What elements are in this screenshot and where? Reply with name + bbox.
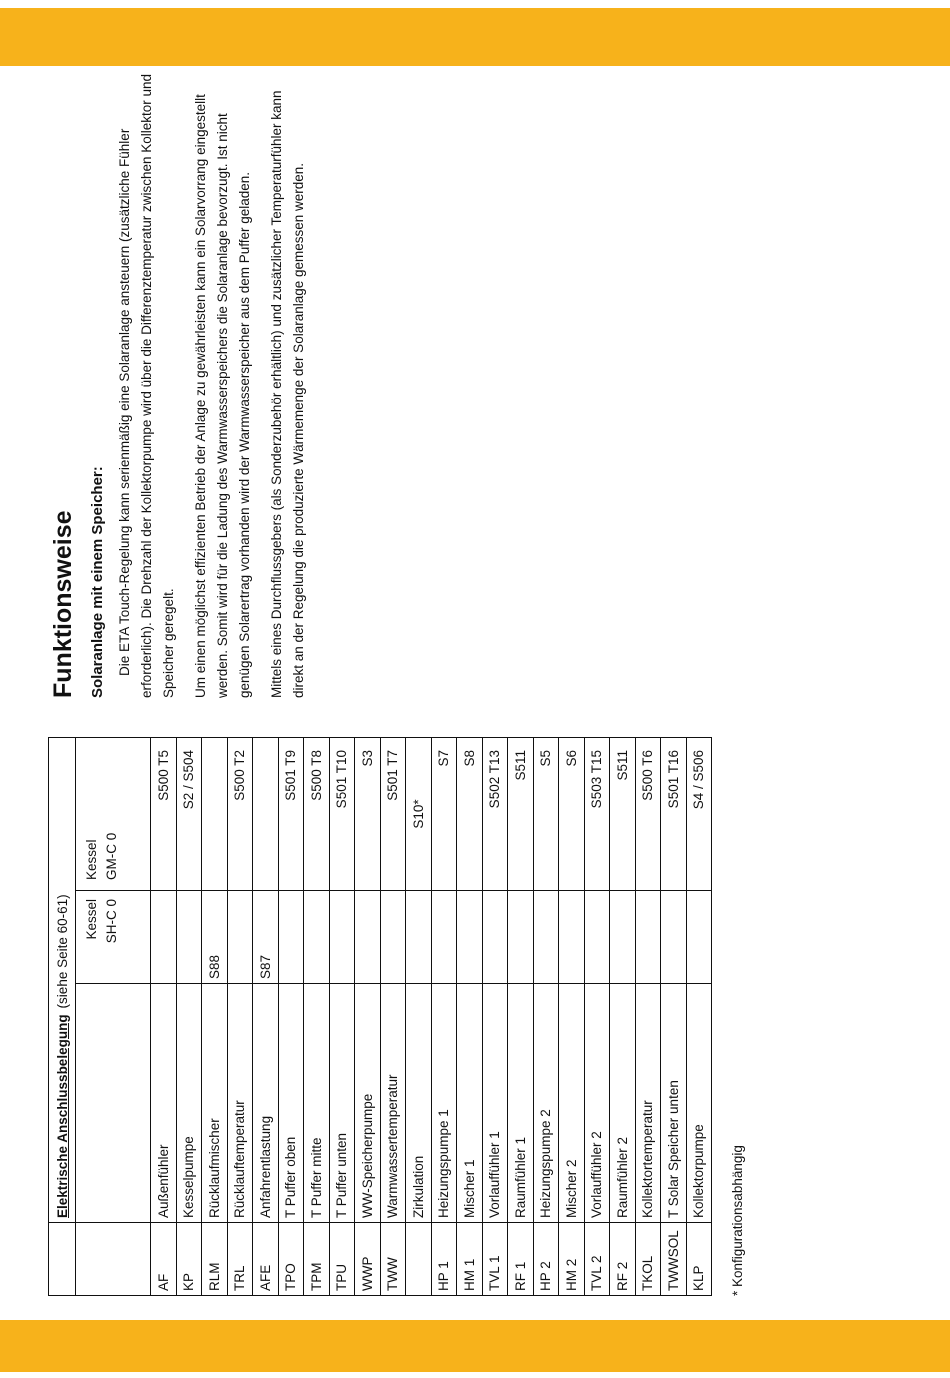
- cell-kessel-gm: S6: [559, 738, 585, 891]
- cell-name: Anfahrentlastung: [253, 984, 279, 1223]
- cell-abbr: TKOL: [635, 1223, 661, 1296]
- cell-name: Rücklauftemperatur: [227, 984, 253, 1223]
- cell-abbr: HM 1: [457, 1223, 483, 1296]
- cell-kessel-sh: [176, 891, 202, 984]
- cell-name: Kollektorpumpe: [686, 984, 712, 1223]
- cell-kessel-gm: S5: [533, 738, 559, 891]
- cell-kessel-gm: S501 T7: [380, 738, 406, 891]
- table-row: [686, 738, 712, 1296]
- cell-kessel-gm: S511: [508, 738, 534, 891]
- cell-name: Außenfühler: [151, 984, 177, 1223]
- section-title: Funktionsweise: [49, 510, 77, 698]
- header-kessel-sh: [76, 891, 151, 984]
- table-row: [304, 738, 330, 1296]
- cell-kessel-sh: [278, 891, 304, 984]
- table-row: [508, 738, 534, 1296]
- cell-name: Zirkulation: [406, 984, 432, 1223]
- table-row: [661, 738, 687, 1296]
- paragraph-1: Die ETA Touch-Regelung kann serienmäßig eine Solaranlage ansteuern (zusätzliche Fühler erforderlich). Die Drehzahl der Kollektorpumpe wird über die Differenztemperatur zwischen Kollektor und Speicher geregelt.: [117, 73, 176, 698]
- cell-abbr: TPO: [278, 1223, 304, 1296]
- cell-kessel-gm: S502 T13: [482, 738, 508, 891]
- table-title-cell: [49, 738, 76, 1223]
- cell-kessel-gm: S3: [355, 738, 381, 891]
- cell-kessel-gm: [202, 738, 228, 891]
- cell-abbr: TVL 1: [482, 1223, 508, 1296]
- cell-abbr: [406, 1223, 432, 1296]
- cell-abbr: TRL: [227, 1223, 253, 1296]
- table-row: [431, 738, 457, 1296]
- cell-kessel-gm: S503 T15: [584, 738, 610, 891]
- cell-kessel-sh: [508, 891, 534, 984]
- cell-kessel-sh: [304, 891, 330, 984]
- cell-name: T Puffer mitte: [304, 984, 330, 1223]
- cell-name: T Puffer oben: [278, 984, 304, 1223]
- footnote: * Konfigurationsabhängig: [730, 1145, 745, 1296]
- cell-name: Raumfühler 2: [610, 984, 636, 1223]
- cell-kessel-gm: S501 T10: [329, 738, 355, 891]
- cell-kessel-sh: [329, 891, 355, 984]
- cell-name: T Solar Speicher unten: [661, 984, 687, 1223]
- table-row: [176, 738, 202, 1296]
- table-row: [227, 738, 253, 1296]
- cell-kessel-sh: [227, 891, 253, 984]
- cell-kessel-sh: [431, 891, 457, 984]
- cell-abbr: KLP: [686, 1223, 712, 1296]
- wiring-table: [48, 737, 712, 1296]
- cell-kessel-gm: S511: [610, 738, 636, 891]
- cell-abbr: KP: [176, 1223, 202, 1296]
- table-row: [380, 738, 406, 1296]
- cell-abbr: RLM: [202, 1223, 228, 1296]
- cell-abbr: TWW: [380, 1223, 406, 1296]
- cell-kessel-gm: S2 / S504: [176, 738, 202, 891]
- header-kessel-gm: [76, 738, 151, 891]
- cell-kessel-sh: [661, 891, 687, 984]
- table-row: [355, 738, 381, 1296]
- cell-abbr: TPU: [329, 1223, 355, 1296]
- cell-abbr: HM 2: [559, 1223, 585, 1296]
- table-row: [559, 738, 585, 1296]
- cell-name: Kollektortemperatur: [635, 984, 661, 1223]
- cell-name: WW-Speicherpumpe: [355, 984, 381, 1223]
- cell-kessel-sh: [355, 891, 381, 984]
- table-row: [329, 738, 355, 1296]
- cell-kessel-gm: [253, 738, 279, 891]
- cell-kessel-gm: S500 T5: [151, 738, 177, 891]
- cell-abbr: TPM: [304, 1223, 330, 1296]
- table-row: [202, 738, 228, 1296]
- wiring-table-body: [151, 738, 712, 1296]
- cell-kessel-sh: [406, 891, 432, 984]
- cell-kessel-sh: [635, 891, 661, 984]
- cell-abbr: AF: [151, 1223, 177, 1296]
- cell-name: Vorlauffühler 1: [482, 984, 508, 1223]
- cell-kessel-sh: [482, 891, 508, 984]
- cell-name: Mischer 1: [457, 984, 483, 1223]
- cell-kessel-sh: [584, 891, 610, 984]
- cell-abbr: RF 1: [508, 1223, 534, 1296]
- cell-name: Kesselpumpe: [176, 984, 202, 1223]
- cell-name: Heizungspumpe 1: [431, 984, 457, 1223]
- cell-kessel-sh: S88: [202, 891, 228, 984]
- cell-name: Rücklaufmischer: [202, 984, 228, 1223]
- table-row: [533, 738, 559, 1296]
- cell-abbr: AFE: [253, 1223, 279, 1296]
- cell-name: Heizungspumpe 2: [533, 984, 559, 1223]
- header-sh-line1: Kessel: [84, 899, 99, 940]
- paragraph-3: Mittels eines Durchflussgebers (als Sonderzubehör erhältlich) und zusätzlicher Temperaturfühler kann direkt an der Regelung die produzierte Wärmemenge der Solaranlage gemessen werden.: [269, 90, 306, 698]
- cell-kessel-gm: S500 T6: [635, 738, 661, 891]
- table-title: Elektrische Anschlussbelegung: [54, 1014, 70, 1218]
- header-gm-line2: GM-C 0: [104, 832, 119, 880]
- cell-abbr: RF 2: [610, 1223, 636, 1296]
- table-row: [584, 738, 610, 1296]
- table-row: [635, 738, 661, 1296]
- cell-name: T Puffer unten: [329, 984, 355, 1223]
- cell-kessel-sh: [380, 891, 406, 984]
- table-row: [253, 738, 279, 1296]
- cell-name: Warmwassertemperatur: [380, 984, 406, 1223]
- cell-kessel-gm: S500 T2: [227, 738, 253, 891]
- cell-name: Vorlauffühler 2: [584, 984, 610, 1223]
- header-empty-cell: [49, 1223, 76, 1296]
- cell-abbr: HP 2: [533, 1223, 559, 1296]
- table-row: [610, 738, 636, 1296]
- table-row: [482, 738, 508, 1296]
- table-row: [406, 738, 432, 1296]
- cell-abbr: TWWSOL: [661, 1223, 687, 1296]
- cell-kessel-gm: S8: [457, 738, 483, 891]
- cell-name: Mischer 2: [559, 984, 585, 1223]
- cell-kessel-sh: S87: [253, 891, 279, 984]
- cell-kessel-gm: S501 T9: [278, 738, 304, 891]
- cell-kessel-gm: S4 / S506: [686, 738, 712, 891]
- cell-abbr: WWP: [355, 1223, 381, 1296]
- header-abbr: [76, 1223, 151, 1296]
- section-subtitle: Solaranlage mit einem Speicher:: [89, 466, 106, 698]
- header-gm-line1: Kessel: [84, 839, 99, 880]
- cell-abbr: HP 1: [431, 1223, 457, 1296]
- cell-abbr: TVL 2: [584, 1223, 610, 1296]
- header-name: [76, 984, 151, 1223]
- header-sh-line2: SH-C 0: [104, 899, 119, 944]
- cell-kessel-sh: [151, 891, 177, 984]
- paragraph-2: Um einen möglichst effizienten Betrieb der Anlage zu gewährleisten kann ein Solarvorrang eingestellt werden. Somit wird für die Ladung des Warmwasserspeichers die Solaranlage bevorzugt. Ist nicht genügen Solarertrag vorhanden wird der Warmwasserspeicher aus dem Puffer geladen.: [193, 94, 252, 698]
- cell-kessel-gm: S501 T16: [661, 738, 687, 891]
- cell-name: Raumfühler 1: [508, 984, 534, 1223]
- table-row: [278, 738, 304, 1296]
- cell-kessel-sh: [457, 891, 483, 984]
- table-row: [151, 738, 177, 1296]
- functionality-section: [48, 58, 320, 698]
- cell-kessel-sh: [559, 891, 585, 984]
- table-title-ref: (siehe Seite 60-61): [54, 894, 70, 1009]
- cell-kessel-gm: S7: [431, 738, 457, 891]
- table-row: [457, 738, 483, 1296]
- cell-kessel-gm: S500 T8: [304, 738, 330, 891]
- cell-kessel-sh: [533, 891, 559, 984]
- cell-kessel-sh: [610, 891, 636, 984]
- cell-kessel-sh: [686, 891, 712, 984]
- cell-kessel-gm: S10*: [406, 738, 432, 891]
